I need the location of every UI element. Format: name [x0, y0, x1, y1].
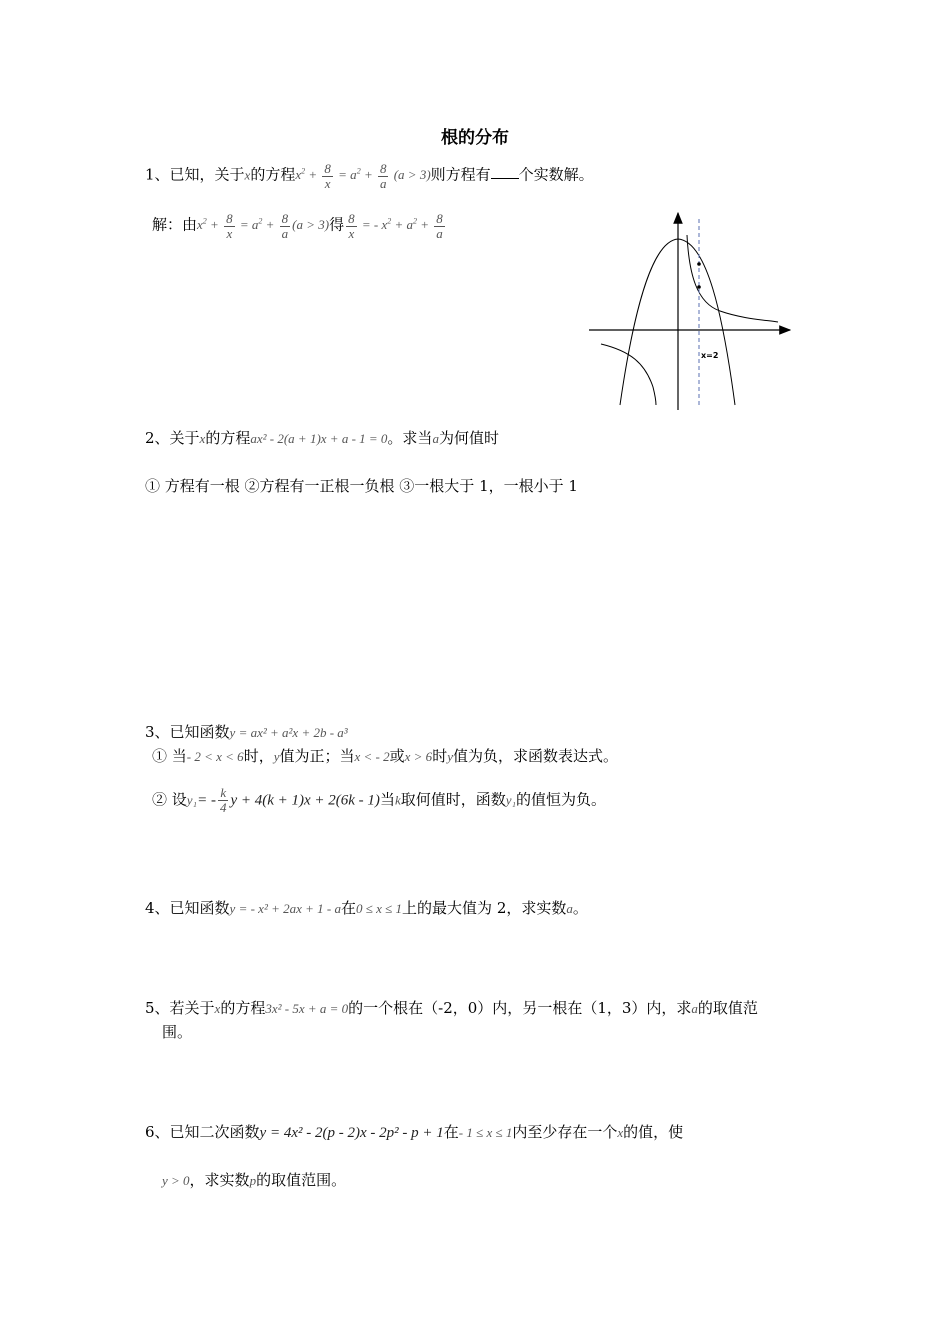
q2-prefix: 2、关于: [145, 429, 200, 447]
q1-solution: [152, 212, 447, 241]
q6-condition: y > 0: [162, 1173, 190, 1188]
q1-solution-mid: 得: [329, 215, 345, 234]
answer-blank: [491, 166, 519, 179]
q5-prefix: 5、若关于: [145, 999, 215, 1017]
q4-end: 。: [572, 899, 588, 917]
q4-mid: 在: [340, 899, 356, 917]
page-title: 根的分布: [441, 128, 509, 148]
q1-equation: $x^2$ + $\frac{8}{x}$ = $a^2$ + $\frac{8}{a}$ (a > 3): [295, 161, 431, 191]
q6-line2-text: ，求实数: [189, 1171, 250, 1189]
q1-var: x: [244, 167, 251, 183]
q5-mid: 的方程: [220, 999, 266, 1017]
q6-prefix: 6、已知二次函数: [145, 1123, 260, 1141]
q2-suffix: 。求当: [387, 429, 433, 447]
q6-var2: p: [249, 1173, 257, 1188]
q3-p1-c: 值为正；当: [279, 747, 355, 765]
q2-suffix2: 为何值时: [438, 429, 499, 447]
q5-var: x: [214, 1001, 221, 1016]
q1-solution-eq1: $x^2$ + $\frac{8}{x}$ = $a^2$ + $\frac{8}{a}$ (a > 3): [197, 211, 330, 241]
q6-range: - 1 ≤ x ≤ 1: [458, 1125, 513, 1140]
q3-p1-f: 值为负，求函数表达式。: [452, 747, 618, 765]
q3-p2-y1: y₁: [186, 792, 198, 808]
q6-equation: y = 4x² - 2(p - 2)x - 2p² - p + 1: [259, 1125, 444, 1141]
q4-var: a: [566, 901, 573, 916]
q3-p2-d: 的值恒为负。: [516, 790, 607, 809]
intersection-point-1: [697, 262, 701, 266]
q3-p1-y: y: [273, 749, 280, 764]
q3-p2-k: k: [394, 792, 401, 808]
q3-p1-range3: x > 6: [404, 749, 433, 764]
q3-p2-y1b: y₁: [505, 792, 517, 808]
q6-mid: 在: [443, 1123, 459, 1141]
q3-p2-b: 当: [379, 790, 395, 809]
q3-prefix: 3、已知函数: [145, 723, 230, 741]
question-6: [145, 1122, 683, 1143]
q5-var2: a: [691, 1001, 698, 1016]
q6-suffix: 内至少存在一个: [512, 1123, 618, 1141]
q5-equation: 3x² - 5x + a = 0: [265, 1001, 349, 1016]
q3-p1-range1: - 2 < x < 6: [186, 749, 244, 764]
q2-var2: a: [432, 431, 439, 446]
question-2: [145, 428, 499, 449]
q3-p2-a: ② 设: [152, 790, 187, 809]
hyperbola-branch-right: [687, 235, 778, 322]
q5-line2: 围。: [162, 1023, 193, 1041]
question-5: [145, 998, 758, 1019]
q1-suffix: 则方程有: [430, 165, 491, 184]
question-4: [145, 898, 588, 919]
q3-p1-a: ① 当: [152, 747, 187, 765]
q1-suffix2: 个实数解。: [518, 165, 594, 184]
function-graph: [585, 205, 800, 415]
q1-solution-eq2: $\frac{8}{x}$ = - $x^2 + a^2$ + $\frac{8}{a}$: [348, 211, 443, 241]
q3-equation: y = ax² + a²x + 2b - a³: [229, 725, 348, 740]
q3-p2-frac: $\frac{k}{4}$: [219, 785, 227, 815]
q6-suffix2: 的值，使: [623, 1123, 684, 1141]
q4-equation: y = - x² + 2ax + 1 - a: [229, 901, 341, 916]
question-1: [145, 162, 594, 191]
q6-line2-end: 的取值范围。: [256, 1171, 347, 1189]
q6-line2: [162, 1170, 346, 1191]
q2-equation: ax² - 2(a + 1)x + a - 1 = 0: [250, 431, 388, 446]
q3-p1-range2: x < - 2: [354, 749, 390, 764]
q3-part1: [152, 746, 618, 767]
graph-label-x2: x=2: [701, 351, 719, 360]
q2-parts: ① 方程有一根 ②方程有一正根一负根 ③一根大于 1，一根小于 1: [145, 477, 578, 495]
q2-var: x: [199, 431, 206, 446]
q1-solution-label: 解：由: [152, 215, 198, 234]
q4-range: 0 ≤ x ≤ 1: [356, 901, 403, 916]
q3-p1-y2: y: [447, 749, 453, 764]
q4-suffix: 上的最大值为 2，求实数: [402, 899, 567, 917]
question-3: [145, 722, 348, 743]
q3-p2-eq-b: y + 4(k + 1)x + 2(6k - 1): [230, 792, 380, 809]
q3-p2-eq-a: = -: [197, 792, 216, 809]
q2-mid: 的方程: [205, 429, 251, 447]
intersection-point-2: [697, 285, 701, 289]
q3-p1-d: 或: [389, 747, 405, 765]
q3-p1-e: 时: [432, 747, 448, 765]
q3-p1-b: 时，: [243, 747, 274, 765]
q5-suffix: 的一个根在（-2，0）内，另一根在（1，3）内，求: [348, 999, 692, 1017]
q4-prefix: 4、已知函数: [145, 899, 230, 917]
q1-mid: 的方程: [250, 165, 296, 184]
q3-p2-c: 取何值时，函数: [400, 790, 506, 809]
q1-prefix: 1、已知，关于: [145, 165, 245, 184]
q5-suffix2: 的取值范: [697, 999, 758, 1017]
q6-var: x: [617, 1125, 624, 1140]
q3-part2: [152, 786, 606, 815]
